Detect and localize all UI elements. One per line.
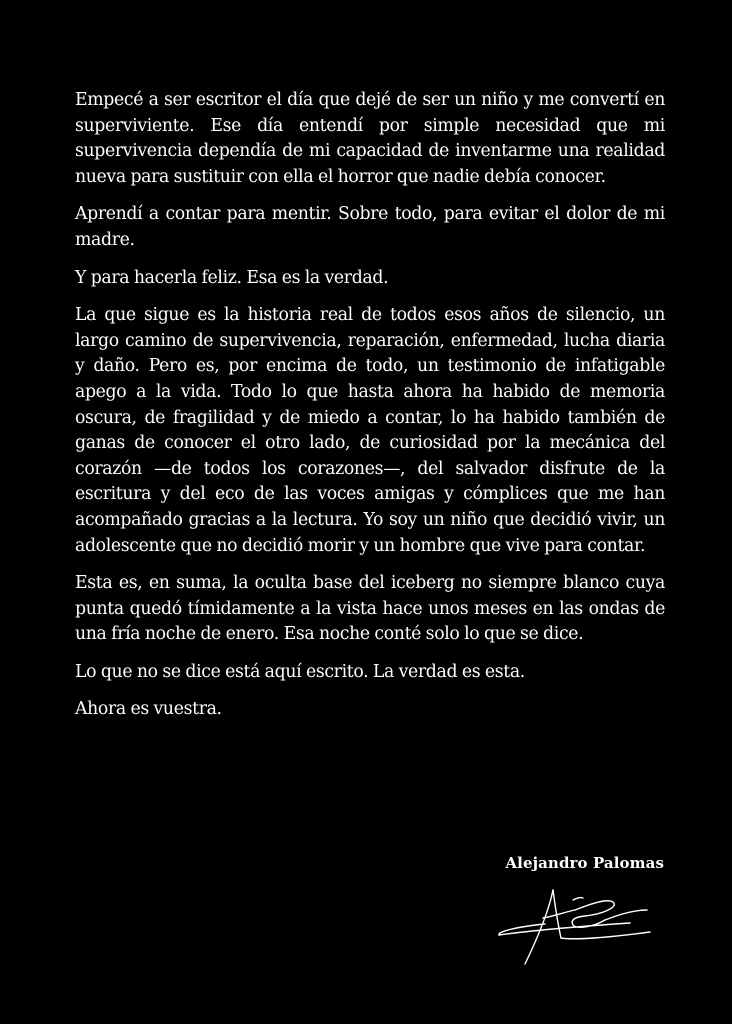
paragraph-6: Lo que no se dice está aquí escrito. La verdad es esta.: [75, 661, 525, 682]
paragraph-7: Ahora es vuestra.: [75, 699, 222, 720]
signature-icon: [495, 880, 665, 970]
letter-body: [75, 88, 665, 735]
paragraph-5: Esta es, en suma, la oculta base del iceberg no siempre blanco cuya punta quedó tímidamente a la vista hace unos meses en las ondas de una fría noche de enero. Esa noche conté solo lo que se dice.: [75, 573, 665, 645]
paragraph-1: Empecé a ser escritor el día que dejé de ser un niño y me convertí en superviviente. Ese día entendí por simple necesidad que mi supervivencia dependía de mi capacidad de inventarme una realidad nueva para sustituir con ella el horror que nadie debía conocer.: [75, 90, 665, 187]
paragraph-4: La que sigue es la historia real de todos esos años de silencio, un largo camino de supervivencia, reparación, enfermedad, lucha diaria y daño. Pero es, por encima de todo, un testimonio de infatigable apego a la vida. Todo lo que hasta ahora ha habido de memoria oscura, de fragilidad y de miedo a contar, lo ha habido también de ganas de conocer el otro lado, de curiosidad por la mecánica del corazón —de todos los corazones—, del salvador disfrute de la escritura y del eco de las voces amigas y cómplices que me han acompañado gracias a la lectura. Yo soy un niño que decidió vivir, un adolescente que no decidió morir y un hombre que vive para contar.: [75, 305, 665, 556]
paragraph-3: Y para hacerla feliz. Esa es la verdad.: [75, 267, 389, 288]
author-name: Alejandro Palomas: [505, 854, 664, 872]
paragraph-2: Aprendí a contar para mentir. Sobre todo, para evitar el dolor de mi madre.: [75, 204, 665, 250]
